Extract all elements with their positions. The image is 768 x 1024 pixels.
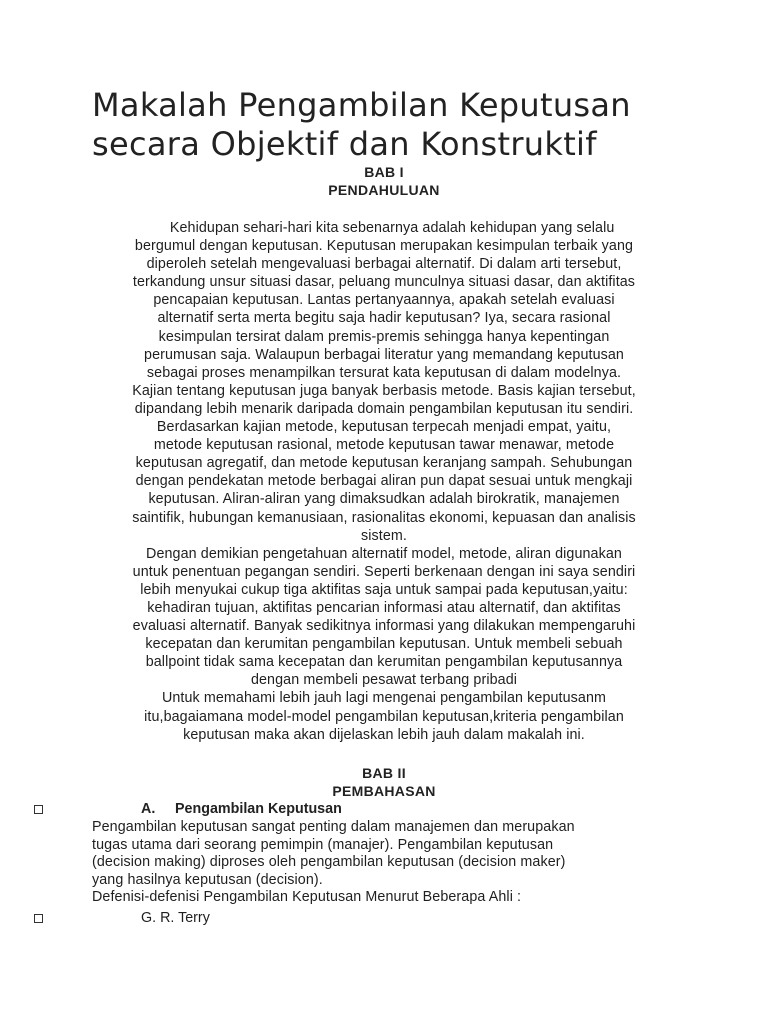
section-a-heading <box>141 800 342 818</box>
text-line: diperoleh setelah mengevaluasi berbagai alternatif. Di dalam arti tersebut, <box>146 256 622 273</box>
text-line: evaluasi alternatif. Banyak sedikitnya informasi yang dilakukan mempengaruhi <box>132 618 636 635</box>
chapter-heading-bab-1 <box>92 163 676 199</box>
text-line: (decision making) diproses oleh pengambilan keputusan (decision maker) <box>92 854 566 871</box>
chapter-name: PENDAHULUAN <box>328 182 440 198</box>
text-line: itu,bagaiamana model-model pengambilan keputusan,kriteria pengambilan <box>144 708 624 725</box>
square-bullet-icon <box>34 914 43 923</box>
text-line: tugas utama dari seorang pemimpin (manajer). Pengambilan keputusan <box>92 836 554 853</box>
introduction-paragraph <box>88 219 680 744</box>
text-line: kehadiran tujuan, aktifitas pencarian informasi atau alternatif, dan aktifitas <box>147 599 621 616</box>
section-number: A. <box>141 801 156 817</box>
text-line: untuk penentuan pegangan sendiri. Seperti berkenaan dengan ini saya sendiri <box>132 563 636 580</box>
section-title: Pengambilan Keputusan <box>175 801 342 817</box>
chapter-label: BAB II <box>362 765 406 781</box>
text-line: keputusan agregatif, dan metode keputusan keranjang sampah. Sehubungan <box>135 455 633 472</box>
text-line: saintifik, hubungan kemanusiaan, rasionalitas ekonomi, kepuasan dan analisis <box>132 509 636 526</box>
text-line: dengan pendekatan metode berbagai aliran pun dapat sesuai untuk mengkaji <box>135 473 633 490</box>
text-line: dipandang lebih menarik daripada domain pengambilan keputusan itu sendiri. <box>134 400 634 417</box>
text-line: Kehidupan sehari-hari kita sebenarnya adalah kehidupan yang selalu <box>153 220 615 236</box>
text-line: dengan membeli pesawat terbang pribadi <box>250 672 518 689</box>
text-line: Pengambilan keputusan sangat penting dalam manajemen dan merupakan <box>92 819 575 835</box>
text-line: keputusan maka akan dijelaskan lebih jauh dalam makalah ini. <box>183 726 585 743</box>
text-line: Untuk memahami lebih jauh lagi mengenai pengambilan keputusanm <box>161 690 607 707</box>
text-line: yang hasilnya keputusan (decision). <box>92 871 323 888</box>
text-line: Defenisi-defenisi Pengambilan Keputusan Menurut Beberapa Ahli : <box>92 889 522 906</box>
section-a-paragraph <box>92 819 692 907</box>
document-title-line: secara Objektif dan Konstruktif <box>92 125 597 163</box>
document-title <box>92 86 732 164</box>
text-line: Kajian tentang keputusan juga banyak berbasis metode. Basis kajian tersebut, <box>132 382 636 399</box>
document-title-line: Makalah Pengambilan Keputusan <box>92 86 631 124</box>
text-line: sistem. <box>361 527 407 544</box>
text-line: keputusan. Aliran-aliran yang dimaksudkan adalah birokratik, manajemen <box>148 491 620 508</box>
text-line: perumusan saja. Walaupun berbagai literatur yang memandang keputusan <box>144 346 624 363</box>
text-line: pencapaian keputusan. Lantas pertanyaannya, apakah setelah evaluasi <box>153 292 615 309</box>
text-line: metode keputusan rasional, metode keputusan tawar menawar, metode <box>153 437 615 454</box>
text-line: Dengan demikian pengetahuan alternatif model, metode, aliran digunakan <box>146 545 622 562</box>
text-line: bergumul dengan keputusan. Keputusan merupakan kesimpulan terbaik yang <box>134 238 634 255</box>
text-line: Berdasarkan kajian metode, keputusan terpecah menjadi empat, yaitu, <box>156 419 612 436</box>
chapter-name: PEMBAHASAN <box>332 783 436 799</box>
text-line: terkandung unsur situasi dasar, peluang munculnya situasi dasar, dan aktifitas <box>132 274 636 291</box>
text-line: sebagai proses menampilkan tersurat kata keputusan di dalam modelnya. <box>146 364 622 381</box>
chapter-label: BAB I <box>364 164 404 180</box>
text-line: alternatif serta merta begitu saja hadir keputusan? Iya, secara rasional <box>157 310 611 327</box>
chapter-heading-bab-2 <box>92 764 676 800</box>
expert-list-item: G. R. Terry <box>141 910 210 926</box>
text-line: lebih menyukai cukup tiga aktifitas saja untuk sampai pada keputusan,yaitu: <box>140 581 628 598</box>
text-line: ballpoint tidak sama kecepatan dan kerumitan pengambilan keputusannya <box>145 654 623 671</box>
text-line: kesimpulan tersirat dalam premis-premis sehingga hanya kepentingan <box>158 328 610 345</box>
text-line: kecepatan dan kerumitan pengambilan keputusan. Untuk membeli sebuah <box>145 636 623 653</box>
square-bullet-icon <box>34 805 43 814</box>
